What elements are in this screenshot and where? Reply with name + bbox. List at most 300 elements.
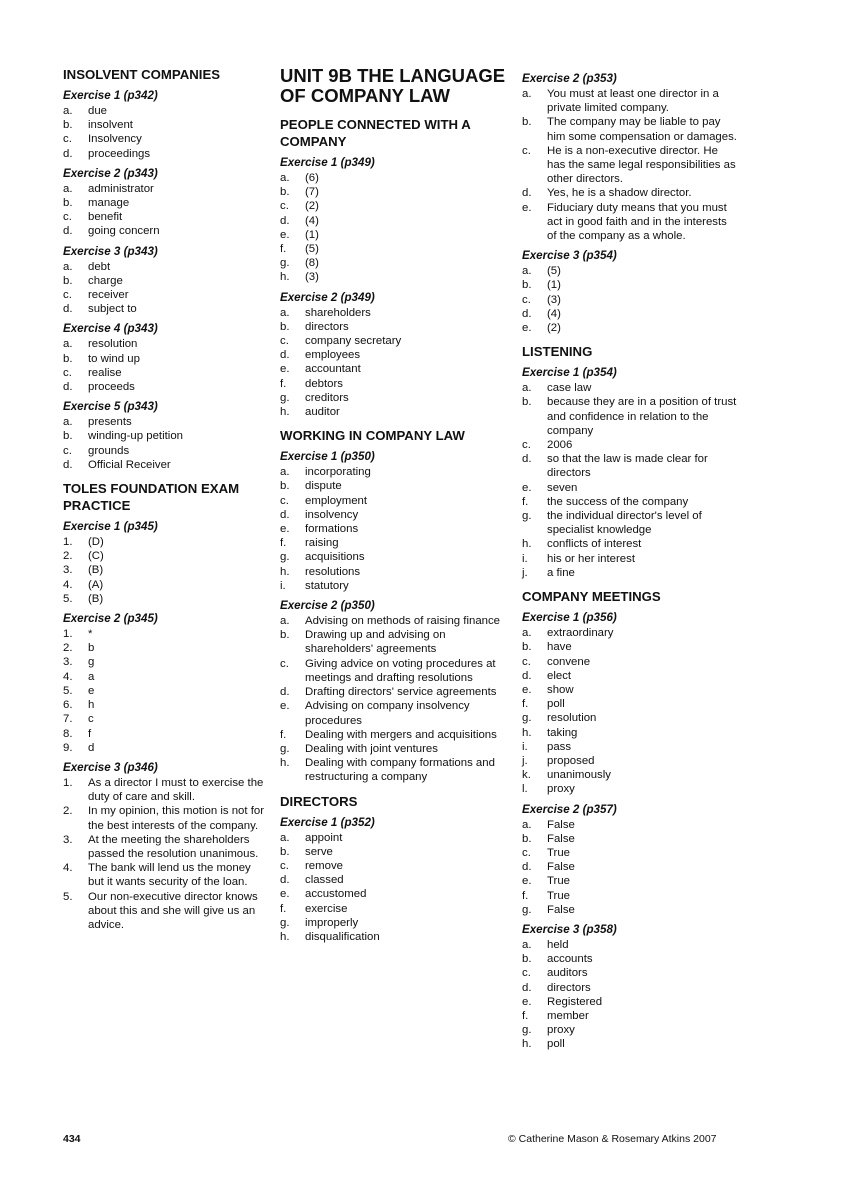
answer-label: h. (280, 271, 290, 284)
answer-text: (4) (305, 214, 319, 227)
answer-item (63, 712, 268, 726)
answer-item (522, 509, 737, 537)
answer-label: f. (280, 243, 287, 256)
answer-label: 5. (63, 684, 73, 697)
answer-text: accountant (305, 363, 361, 376)
answer-item (522, 966, 737, 980)
answer-item (63, 804, 268, 832)
section-heading: WORKING IN COMPANY LAW (280, 428, 465, 444)
answer-item (63, 132, 268, 146)
answer-item (280, 887, 510, 901)
answer-item (63, 337, 268, 351)
answer-item (522, 293, 737, 307)
answer-label: j. (522, 566, 528, 579)
answer-list (522, 626, 737, 796)
answer-label: g. (522, 903, 532, 916)
answer-text: the success of the company (547, 495, 689, 508)
answer-item (522, 874, 737, 888)
answer-text: (1) (547, 279, 561, 292)
answer-item (280, 550, 510, 564)
exercise-heading (280, 155, 510, 170)
answer-text: False (547, 818, 575, 831)
answer-text: You must at least one director in a private limited company. (547, 88, 719, 115)
exercise-heading (63, 519, 268, 534)
answer-text: the individual director's level of specialist knowledge (547, 510, 702, 537)
exercise-heading (522, 365, 737, 380)
exercise-name: Exercise 1 (63, 89, 121, 102)
answer-label: h. (280, 930, 290, 943)
answer-text: Official Receiver (88, 458, 171, 471)
exercise-name: Exercise 1 (280, 815, 338, 829)
answer-text: directors (305, 320, 349, 333)
answer-label: 1. (63, 536, 73, 549)
answer-label: a. (280, 172, 290, 184)
answer-item (522, 481, 737, 495)
answer-item (280, 391, 510, 405)
answer-text: held (547, 938, 569, 951)
answer-text: At the meeting the shareholders passed the resolution unanimous. (88, 833, 259, 860)
answer-text: Yes, he is a shadow director. (547, 187, 692, 200)
answer-item (522, 1023, 737, 1037)
answer-text: (3) (547, 293, 561, 306)
answer-text: dispute (305, 480, 342, 493)
answer-text: seven (547, 481, 578, 494)
answer-list (63, 104, 268, 161)
answer-item (522, 495, 737, 509)
answer-item (522, 889, 737, 903)
answer-text: receiver (88, 289, 129, 302)
answer-item (522, 711, 737, 725)
answer-text: serve (305, 845, 333, 858)
answer-item (280, 831, 510, 845)
answer-label: d. (280, 214, 290, 227)
answer-label: a. (280, 831, 290, 844)
answer-label: e. (280, 523, 290, 536)
answer-label: b. (522, 953, 532, 966)
answer-label: i. (522, 552, 528, 565)
answer-text: b (88, 642, 95, 655)
answer-item (63, 549, 268, 563)
answer-text: True (547, 875, 570, 888)
answer-label: d. (522, 307, 532, 320)
answer-list (280, 614, 510, 784)
answer-text: employment (305, 494, 368, 507)
answer-item (280, 902, 510, 916)
exercise-heading (522, 922, 737, 937)
answer-text: proceeds (88, 381, 135, 394)
answer-label: 5. (63, 890, 73, 903)
answer-label: h. (280, 565, 290, 578)
answer-label: 6. (63, 699, 73, 712)
answer-label: d. (522, 187, 532, 200)
exercise-heading (63, 244, 268, 259)
exercise-page-ref: (p349) (340, 156, 375, 169)
answer-item (522, 818, 737, 832)
answer-item (63, 118, 268, 132)
answer-text: debtors (305, 377, 343, 390)
answer-label: b. (522, 396, 532, 409)
answer-text: resolution (547, 712, 597, 725)
answer-item (522, 566, 737, 580)
exercise-page-ref: (p354) (582, 366, 617, 380)
answer-text: Dealing with company formations and restructuring a company (305, 757, 495, 784)
answer-text: 2006 (547, 439, 573, 452)
answer-text: charge (88, 274, 123, 287)
exercise-name: Exercise 5 (63, 400, 121, 414)
answer-text: elect (547, 669, 572, 682)
answer-label: a. (280, 615, 290, 628)
answer-label: f. (280, 728, 287, 741)
answer-label: b. (522, 832, 532, 845)
exercise-heading (63, 760, 268, 775)
answer-text: Insolvency (88, 133, 142, 146)
answer-text: administrator (88, 182, 154, 195)
answer-text: a (88, 670, 95, 683)
answer-item (280, 522, 510, 536)
answer-label: e. (522, 322, 532, 335)
answer-text: so that the law is made clear for directors (547, 453, 708, 480)
answer-item (522, 952, 737, 966)
answer-label: 2. (63, 642, 73, 655)
exercise-name: Exercise 2 (280, 599, 338, 613)
exercise-heading (63, 166, 268, 181)
section-heading: TOLES FOUNDATION EXAM PRACTICE (63, 481, 240, 514)
exercise-page-ref: (p354) (582, 249, 617, 263)
answer-item (522, 860, 737, 874)
answer-label: 3. (63, 656, 73, 669)
answer-label: d. (63, 458, 73, 471)
answer-text: h (88, 699, 95, 712)
answer-item (63, 458, 268, 472)
answer-text: show (547, 683, 574, 696)
answer-item (63, 104, 268, 118)
answer-label: c. (522, 293, 531, 306)
answer-item (522, 782, 737, 796)
answer-item (522, 626, 737, 640)
answer-item (280, 306, 510, 320)
answer-item (63, 302, 268, 316)
exercise-page-ref: (p350) (340, 450, 375, 464)
answer-list (63, 415, 268, 472)
answer-text: incorporating (305, 466, 371, 479)
exercise-heading (63, 611, 268, 626)
answer-item (522, 537, 737, 551)
answer-item (63, 429, 268, 443)
answer-label: g. (280, 391, 290, 404)
exercise-heading (522, 610, 737, 625)
answer-label: g. (280, 551, 290, 564)
answer-label: e. (522, 995, 532, 1008)
page-number: 434 (63, 1133, 81, 1145)
answer-item (522, 640, 737, 654)
answer-text: (7) (305, 186, 319, 199)
exercise-page-ref: (p343) (123, 322, 158, 336)
answer-text: proposed (547, 754, 595, 767)
answer-item (522, 740, 737, 754)
answer-item (522, 381, 737, 395)
answer-item (280, 320, 510, 334)
answer-item (63, 592, 268, 606)
exercise-page-ref: (p358) (582, 922, 617, 936)
answer-list (280, 171, 510, 285)
answer-text: a fine (547, 566, 575, 579)
section-heading: PEOPLE CONNECTED WITH A COMPANY (280, 117, 471, 149)
answer-item (63, 380, 268, 394)
answer-item (522, 264, 737, 278)
answer-item (63, 182, 268, 196)
answer-text: (2) (305, 200, 319, 213)
answer-item (280, 405, 510, 419)
answer-text: (D) (88, 536, 104, 549)
answer-label: a. (63, 105, 73, 117)
answer-item (522, 278, 737, 292)
answer-item (63, 698, 268, 712)
answer-item (63, 147, 268, 161)
answer-text: resolutions (305, 565, 361, 578)
answer-label: a. (63, 338, 73, 351)
answer-item (280, 362, 510, 376)
answer-label: b. (280, 186, 290, 199)
answer-text: Dealing with joint ventures (305, 742, 438, 755)
answer-text: conflicts of interest (547, 538, 642, 551)
answer-label: 5. (63, 592, 73, 605)
answer-item (63, 415, 268, 429)
answer-label: a. (522, 818, 532, 831)
answer-list (280, 831, 510, 945)
answer-label: d. (280, 686, 290, 699)
answer-label: a. (522, 88, 532, 100)
exercise-page-ref: (p352) (340, 815, 375, 829)
answer-text: presents (88, 416, 132, 429)
answer-text: Dealing with mergers and acquisitions (305, 728, 497, 741)
answer-text: disqualification (305, 930, 380, 943)
answer-list (522, 938, 737, 1052)
exercise-name: Exercise 1 (522, 366, 580, 380)
answer-item (522, 115, 737, 143)
answer-label: e. (280, 888, 290, 901)
answer-label: k. (522, 769, 531, 782)
answer-label: 4. (63, 670, 73, 683)
answer-text: poll (547, 1038, 565, 1051)
answer-item (280, 579, 510, 593)
answer-text: (3) (305, 271, 319, 284)
answer-item (63, 627, 268, 641)
answer-label: f. (522, 1009, 529, 1022)
answer-text: going concern (88, 225, 160, 238)
answer-item (63, 288, 268, 302)
answer-text: c (88, 713, 94, 726)
answer-label: g. (522, 712, 532, 725)
section-heading: INSOLVENT COMPANIES (63, 67, 221, 82)
answer-item (522, 1037, 737, 1051)
exercise-page-ref: (p343) (123, 400, 158, 414)
answer-text: auditors (547, 967, 588, 980)
answer-label: 4. (63, 862, 73, 875)
answer-label: c. (522, 655, 531, 668)
answer-text: (4) (547, 307, 561, 320)
answer-item (63, 535, 268, 549)
answer-label: h. (280, 406, 290, 419)
answer-text: Advising on methods of raising finance (305, 615, 501, 628)
exercise-page-ref: (p357) (582, 802, 617, 816)
answer-label: f. (280, 377, 287, 390)
answer-item (63, 890, 268, 933)
answer-list (522, 381, 737, 580)
answer-item (280, 845, 510, 859)
answer-label: h. (522, 538, 532, 551)
answer-text: (C) (88, 550, 104, 563)
answer-label: l. (522, 783, 528, 796)
answer-text: * (88, 628, 93, 641)
answer-item (280, 377, 510, 391)
answer-text: (8) (305, 257, 319, 270)
answer-text: case law (547, 382, 592, 395)
exercise-page-ref: (p342) (123, 89, 158, 102)
answer-label: e. (522, 481, 532, 494)
answer-label: i. (522, 740, 528, 753)
answer-item (280, 614, 510, 628)
answer-item (522, 726, 737, 740)
exercise-heading (63, 399, 268, 414)
answer-label: b. (63, 352, 73, 365)
answer-label: d. (63, 225, 73, 238)
exercise-heading (522, 248, 737, 263)
answer-label: a. (63, 260, 73, 273)
answer-item (63, 861, 268, 889)
answer-label: g. (522, 510, 532, 523)
answer-text: grounds (88, 444, 130, 457)
exercise-name: Exercise 2 (522, 72, 580, 85)
column-1 (63, 66, 268, 932)
answer-label: d. (280, 508, 290, 521)
answer-label: g. (280, 257, 290, 270)
answer-label: d. (280, 874, 290, 887)
answer-text: formations (305, 523, 359, 536)
answer-text: appoint (305, 831, 343, 844)
answer-label: c. (63, 289, 72, 302)
answer-item (63, 776, 268, 804)
answer-item (63, 578, 268, 592)
answer-label: a. (522, 627, 532, 640)
answer-text: improperly (305, 916, 359, 929)
answer-label: d. (522, 453, 532, 466)
answer-text: False (547, 832, 575, 845)
answer-label: b. (280, 845, 290, 858)
answer-text: True (547, 846, 570, 859)
answer-label: d. (63, 381, 73, 394)
answer-item (522, 768, 737, 782)
answer-label: j. (522, 754, 528, 767)
answer-text: In my opinion, this motion is not for the best interests of the company. (88, 805, 265, 832)
exercise-page-ref: (p345) (123, 612, 158, 626)
answer-text: statutory (305, 579, 349, 592)
answer-list (63, 535, 268, 606)
answer-item (522, 655, 737, 669)
answer-label: e. (522, 875, 532, 888)
unit-title: UNIT 9B THE LANGUAGE OF COMPANY LAW (280, 65, 506, 106)
answer-text: acquisitions (305, 551, 365, 564)
answer-label: e. (280, 700, 290, 713)
exercise-name: Exercise 2 (63, 166, 121, 180)
answer-text: Fiduciary duty means that you must act in good faith and in the interests of the company as a whole. (547, 201, 727, 243)
exercise-heading (280, 598, 510, 613)
answer-label: c. (63, 444, 72, 457)
answer-text: He is a non-executive director. He has the same legal responsibilities as other directors. (547, 144, 736, 186)
answer-item (280, 214, 510, 228)
answer-text: his or her interest (547, 552, 635, 565)
answer-item (522, 754, 737, 768)
answer-list (522, 87, 737, 243)
answer-label: b. (522, 279, 532, 292)
answer-label: f. (280, 537, 287, 550)
answer-item (63, 260, 268, 274)
answer-item (280, 479, 510, 493)
answer-item (63, 196, 268, 210)
answer-item (280, 171, 510, 185)
answer-text: accounts (547, 953, 593, 966)
answer-item (280, 508, 510, 522)
answer-text: raising (305, 537, 339, 550)
answer-item (522, 846, 737, 860)
answer-label: 1. (63, 776, 73, 789)
exercise-heading (63, 321, 268, 336)
answer-text: Our non-executive director knows about this and she will give us an advice. (88, 890, 258, 931)
answer-label: c. (522, 439, 531, 452)
answer-text: to wind up (88, 352, 140, 365)
answer-text: manage (88, 197, 130, 210)
exercise-page-ref: (p343) (123, 244, 158, 258)
answer-item (280, 256, 510, 270)
answer-label: h. (522, 1038, 532, 1051)
answer-item (63, 366, 268, 380)
exercise-name: Exercise 2 (522, 802, 580, 816)
answer-label: e. (280, 228, 290, 241)
answer-label: b. (280, 629, 290, 642)
answer-text: winding-up petition (88, 430, 183, 443)
answer-label: a. (522, 265, 532, 278)
answer-text: The company may be liable to pay him some compensation or damages. (547, 116, 737, 143)
answer-list (63, 337, 268, 394)
section-heading: DIRECTORS (280, 793, 358, 809)
answer-text: False (547, 903, 575, 916)
answer-item (522, 395, 737, 438)
answer-label: e. (522, 683, 532, 696)
answer-item (522, 144, 737, 187)
answer-item (522, 438, 737, 452)
answer-label: 2. (63, 550, 73, 563)
exercise-page-ref: (p345) (123, 520, 158, 534)
answer-item (63, 210, 268, 224)
answer-label: a. (63, 182, 73, 195)
answer-label: a. (280, 306, 290, 319)
section-heading: COMPANY MEETINGS (522, 589, 661, 605)
answer-item (63, 727, 268, 741)
answer-text: unanimously (547, 769, 611, 782)
answer-label: b. (63, 197, 73, 210)
answer-item (522, 201, 737, 244)
answer-text: (5) (305, 243, 319, 256)
exercise-heading (280, 449, 510, 464)
answer-label: d. (522, 669, 532, 682)
answer-label: b. (63, 274, 73, 287)
answer-label: c. (280, 200, 289, 213)
answer-item (280, 565, 510, 579)
answer-item (63, 833, 268, 861)
answer-label: 2. (63, 805, 73, 818)
exercise-heading (280, 815, 510, 830)
answer-item (63, 655, 268, 669)
exercise-name: Exercise 3 (522, 922, 580, 936)
